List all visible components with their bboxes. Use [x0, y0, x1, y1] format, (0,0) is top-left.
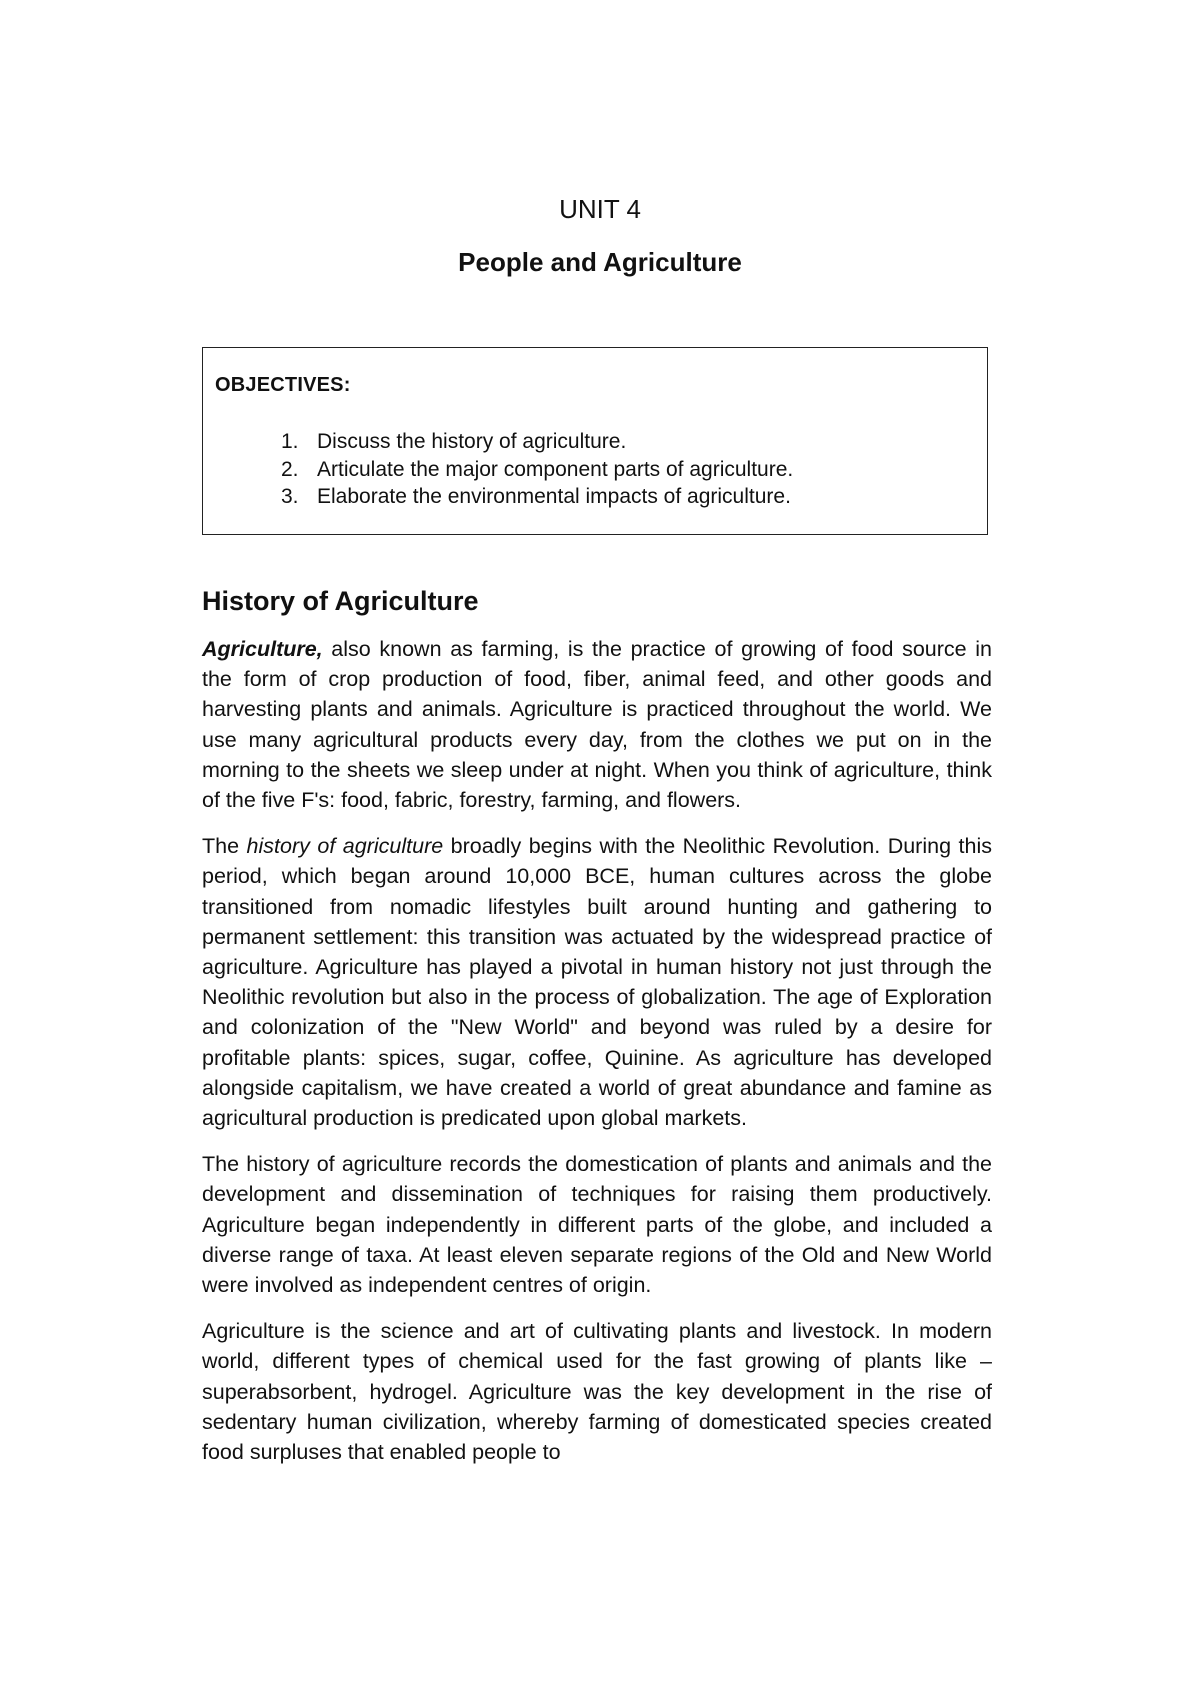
unit-title: People and Agriculture: [458, 247, 742, 277]
section-body: [202, 634, 992, 1513]
objective-text: Articulate the major component parts of agriculture.: [317, 457, 794, 481]
objective-number: 3.: [281, 485, 299, 508]
emphasized-term: history of agriculture: [246, 834, 444, 859]
objectives-heading: OBJECTIVES:: [215, 374, 351, 396]
paragraph-2: [202, 831, 992, 1133]
objective-text: Elaborate the environmental impacts of agriculture.: [317, 485, 791, 508]
paragraph-1: [202, 634, 992, 815]
paragraph-2-lead: The: [202, 834, 247, 859]
objective-item: [281, 456, 793, 484]
section-heading: History of Agriculture: [202, 586, 479, 616]
paragraph-1-text: also known as farming, is the practice of growing of food source in the form of crop production of food, fiber, animal feed, and other goods and harvesting plants and animals. Agriculture is practiced throughout the world. We use many agricultural products every day, from the clothes we put on in the morning to the sheets we sleep under at night. When you think of agriculture, think of the five F's: food, fabric, forestry, farming, and flowers.: [202, 637, 992, 813]
unit-number: UNIT 4: [559, 194, 641, 224]
objectives-list: [281, 428, 793, 511]
paragraph-2-text: broadly begins with the Neolithic Revolution. During this period, which began around 10,000 BCE, human cultures across the globe transitioned from nomadic lifestyles built around hunting and gathering to permanent settlement: this transition was actuated by the widespread practice of agriculture. Agriculture has played a pivotal in human history not just through the Neolithic revolution but also in the process of globalization. The age of Exploration and colonization of the "New World" and beyond was ruled by a desire for profitable plants: spices, sugar, coffee, Quinine. As agriculture has developed alongside capitalism, we have created a world of great abundance and famine as agricultural production is predicated upon global markets.: [202, 834, 992, 1131]
objectives-box: [202, 347, 988, 535]
paragraph-3: The history of agriculture records the domestication of plants and animals and the development and dissemination of techniques for raising them productively. Agriculture began independently in different parts of the globe, and included a diverse range of taxa. At least eleven separate regions of the Old and New World were involved as independent centres of origin.: [202, 1152, 992, 1298]
objective-item: [281, 483, 793, 511]
defined-term: Agriculture,: [202, 637, 323, 661]
objective-number: 1.: [281, 430, 299, 453]
objective-number: 2.: [281, 457, 299, 481]
objective-item: [281, 428, 793, 456]
paragraph-4: Agriculture is the science and art of cultivating plants and livestock. In modern world, different types of chemical used for the fast growing of plants like – superabsorbent, hydrogel. Agriculture was the key development in the rise of sedentary human civilization, whereby farming of domesticated species created food surpluses that enabled people to: [202, 1319, 992, 1465]
objective-text: Discuss the history of agriculture.: [317, 430, 627, 453]
